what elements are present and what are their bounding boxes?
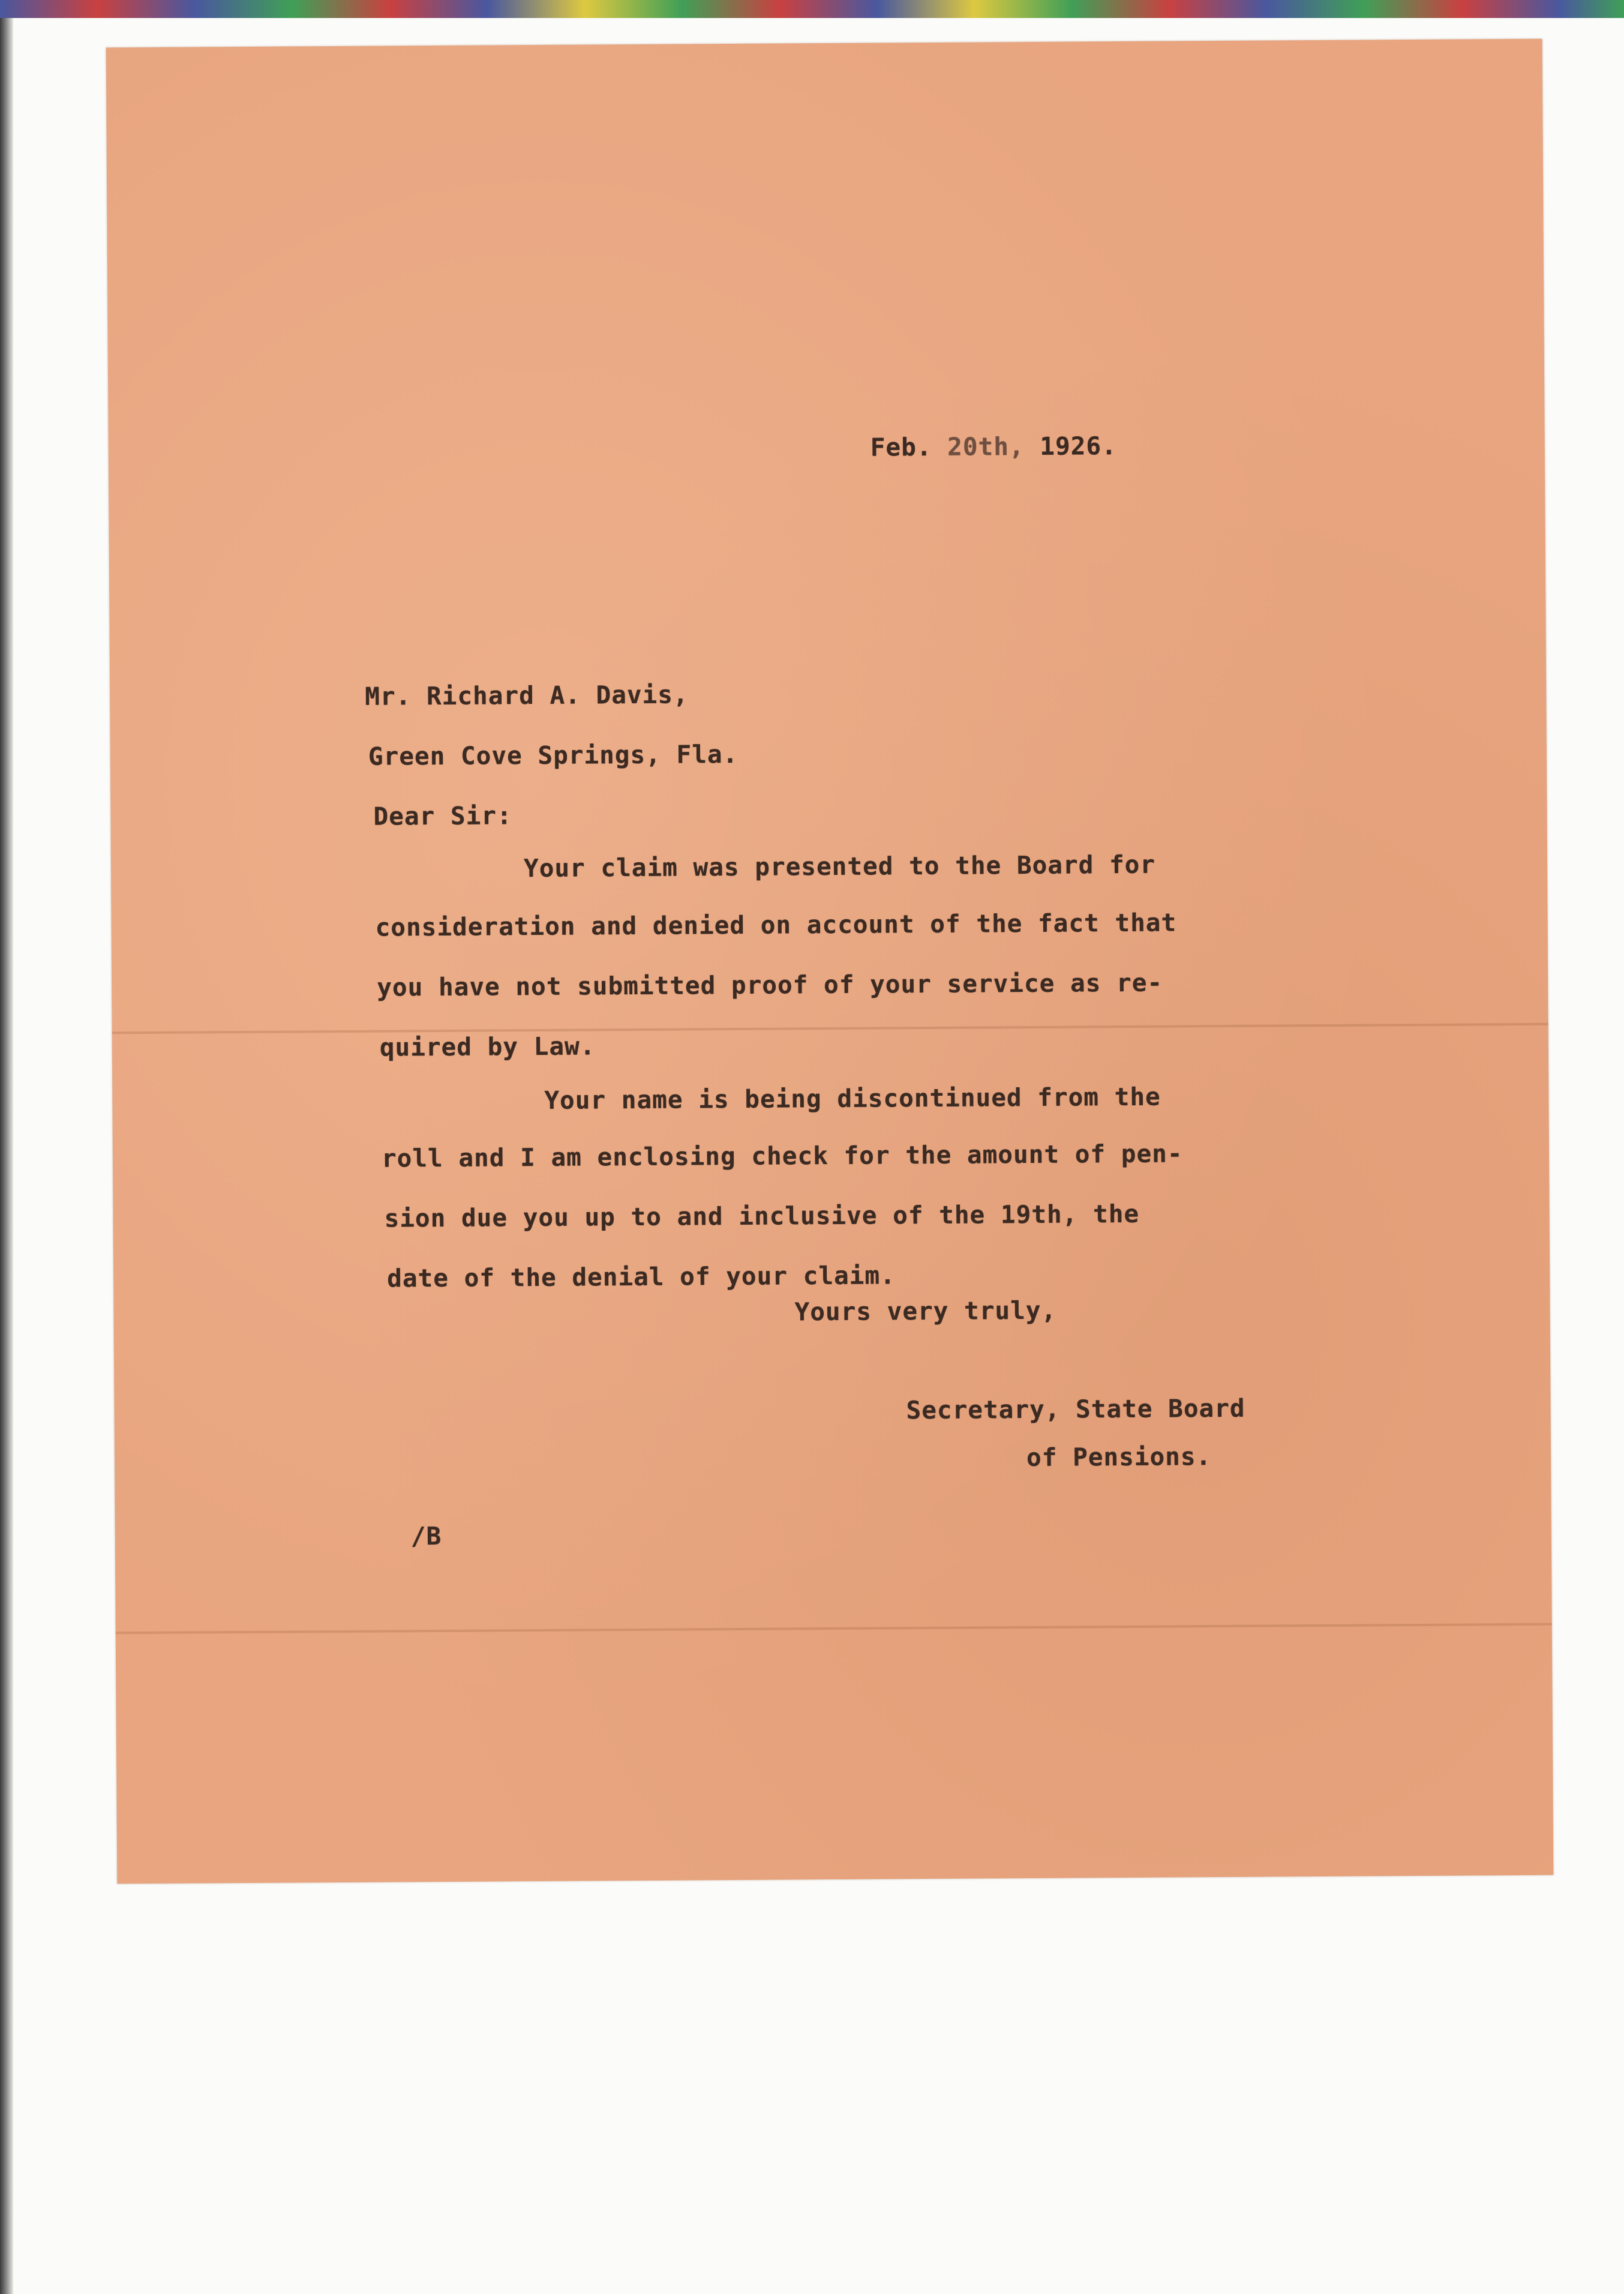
- date-year: 1926.: [1040, 431, 1117, 461]
- salutation: Dear Sir:: [373, 801, 512, 831]
- body-line: consideration and denied on account of the fact that: [375, 908, 1177, 942]
- closing: Yours very truly,: [794, 1296, 1057, 1327]
- typist-initials: /B: [410, 1521, 442, 1551]
- body-line: you have not submitted proof of your service as re-: [377, 968, 1163, 1002]
- letter-date: [870, 431, 1117, 462]
- body-line: Your claim was presented to the Board for: [523, 850, 1156, 883]
- body-line: roll and I am enclosing check for the amount of pen-: [381, 1139, 1183, 1173]
- recipient-address: Green Cove Springs, Fla.: [368, 739, 739, 771]
- scanner-edge: [0, 18, 13, 2294]
- date-day: 20th,: [947, 432, 1025, 461]
- body-line: Your name is being discontinued from the: [544, 1082, 1161, 1115]
- letter-page: [106, 39, 1554, 1884]
- scanner-color-strip: [0, 0, 1624, 18]
- recipient-name: Mr. Richard A. Davis,: [365, 680, 689, 711]
- body-line: sion due you up to and inclusive of the 19th, the: [384, 1199, 1140, 1233]
- signature-title: Secretary, State Board: [906, 1393, 1245, 1425]
- signature-department: of Pensions.: [1026, 1442, 1212, 1473]
- date-prefix: Feb.: [870, 432, 932, 462]
- fold-line: [112, 1023, 1548, 1034]
- body-line: quired by Law.: [379, 1031, 596, 1062]
- body-line: date of the denial of your claim.: [387, 1261, 896, 1293]
- fold-line: [116, 1623, 1552, 1635]
